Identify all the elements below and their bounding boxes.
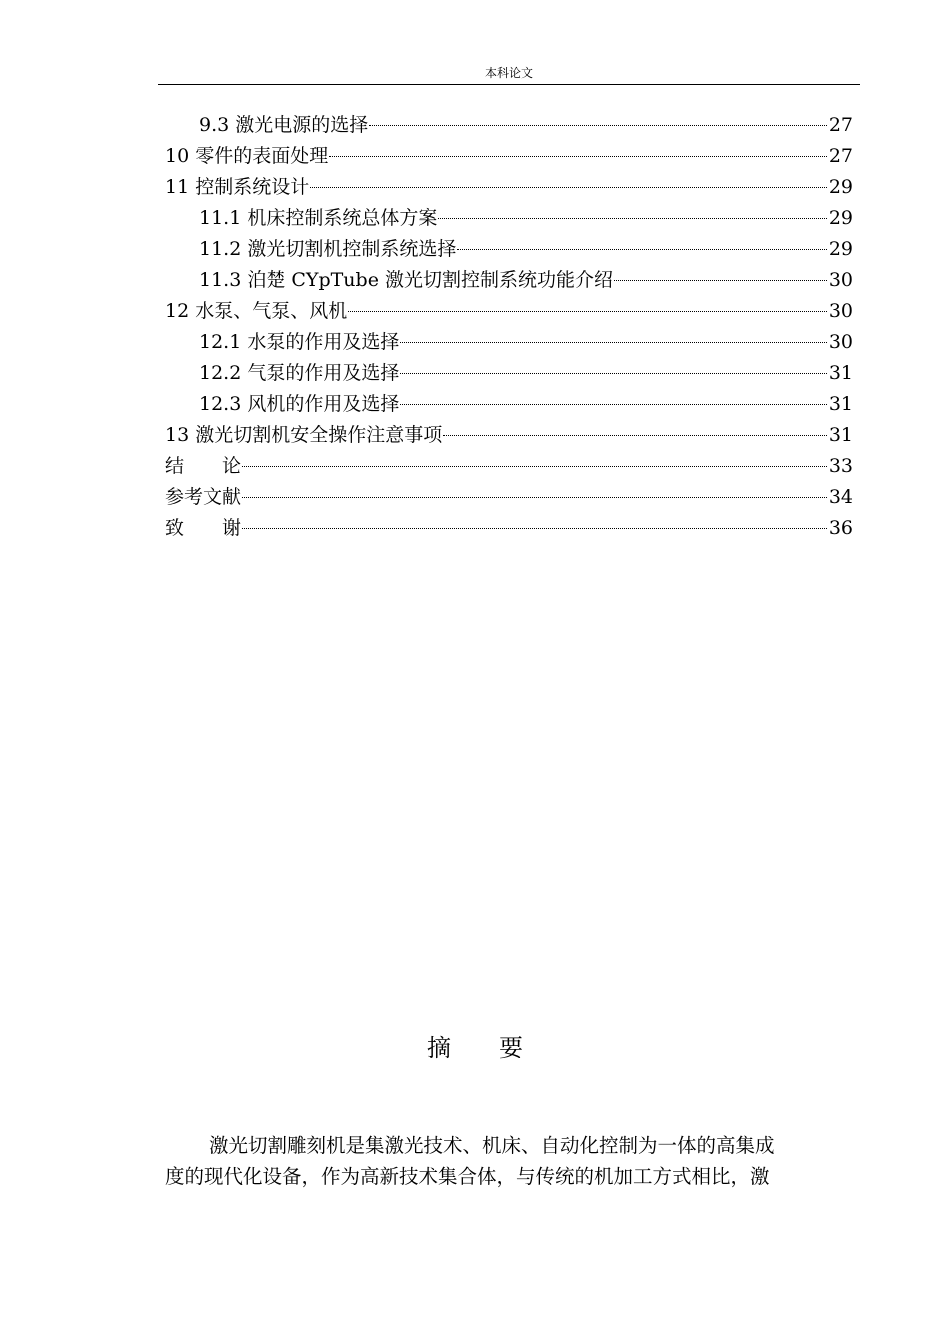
toc-entry-title: 12 水泵、气泵、风机	[165, 300, 348, 322]
toc-dot-leader	[242, 528, 827, 529]
toc-entry-page-number: 29	[828, 207, 853, 229]
toc-entry[interactable]	[165, 234, 853, 265]
toc-entry[interactable]	[165, 265, 853, 296]
toc-dot-leader	[310, 187, 827, 188]
toc-entry-title: 结 论	[165, 455, 242, 477]
toc-entry[interactable]	[165, 482, 853, 513]
toc-dot-leader	[614, 280, 827, 281]
toc-entry-page-number: 27	[828, 114, 853, 136]
abstract-title-char-1: 摘	[427, 1034, 451, 1062]
abstract-title	[0, 1030, 950, 1066]
toc-entry-page-number: 27	[828, 145, 853, 167]
toc-entry[interactable]	[165, 358, 853, 389]
toc-entry[interactable]	[165, 141, 853, 172]
header-title: 本科论文	[484, 66, 533, 80]
toc-entry-title: 12.3 风机的作用及选择	[199, 393, 400, 415]
toc-entry-title: 参考文献	[165, 486, 242, 508]
toc-dot-leader	[443, 435, 827, 436]
toc-entry-page-number: 29	[828, 176, 853, 198]
toc-dot-leader	[457, 249, 826, 250]
toc-dot-leader	[400, 404, 826, 405]
toc-entry[interactable]	[165, 172, 853, 203]
toc-entry-title: 13 激光切割机安全操作注意事项	[165, 424, 443, 446]
toc-entry-title: 11.3 泊楚 CYpTube 激光切割控制系统功能介绍	[199, 269, 613, 291]
toc-entry[interactable]	[165, 420, 853, 451]
toc-entry[interactable]	[165, 389, 853, 420]
toc-entry[interactable]	[165, 110, 853, 141]
page-header	[158, 64, 860, 85]
toc-entry[interactable]	[165, 203, 853, 234]
toc-entry-title: 致 谢	[165, 517, 242, 539]
abstract-title-char-2: 要	[499, 1034, 523, 1062]
toc-entry-page-number: 30	[828, 269, 853, 291]
toc-dot-leader	[242, 497, 827, 498]
toc-dot-leader	[400, 342, 826, 343]
abstract-paragraph-line-2: 度的现代化设备，作为高新技术集合体，与传统的机加工方式相比，激	[165, 1165, 770, 1188]
toc-entry-title: 12.1 水泵的作用及选择	[199, 331, 400, 353]
toc-entry-title: 9.3 激光电源的选择	[199, 114, 369, 136]
toc-dot-leader	[242, 466, 827, 467]
toc-entry-page-number: 33	[828, 455, 853, 477]
table-of-contents	[165, 110, 853, 544]
toc-entry[interactable]	[165, 513, 853, 544]
toc-dot-leader	[329, 156, 827, 157]
toc-entry-page-number: 30	[828, 331, 853, 353]
toc-entry-page-number: 36	[828, 517, 853, 539]
toc-entry-title: 11.2 激光切割机控制系统选择	[199, 238, 457, 260]
abstract-body	[165, 1130, 855, 1192]
toc-entry-title: 11 控制系统设计	[165, 176, 310, 198]
toc-entry-page-number: 31	[828, 393, 853, 415]
toc-dot-leader	[369, 125, 827, 126]
toc-entry[interactable]	[165, 451, 853, 482]
toc-entry-page-number: 34	[828, 486, 853, 508]
abstract-paragraph-line-1: 激光切割雕刻机是集激光技术、机床、自动化控制为一体的高集成	[209, 1134, 775, 1157]
toc-dot-leader	[348, 311, 827, 312]
toc-entry-title: 10 零件的表面处理	[165, 145, 329, 167]
toc-entry-page-number: 30	[828, 300, 853, 322]
toc-dot-leader	[438, 218, 826, 219]
toc-entry-page-number: 31	[828, 424, 853, 446]
toc-entry[interactable]	[165, 296, 853, 327]
toc-entry-title: 11.1 机床控制系统总体方案	[199, 207, 438, 229]
toc-entry-page-number: 29	[828, 238, 853, 260]
toc-entry-page-number: 31	[828, 362, 853, 384]
toc-dot-leader	[400, 373, 826, 374]
toc-entry[interactable]	[165, 327, 853, 358]
toc-entry-title: 12.2 气泵的作用及选择	[199, 362, 400, 384]
